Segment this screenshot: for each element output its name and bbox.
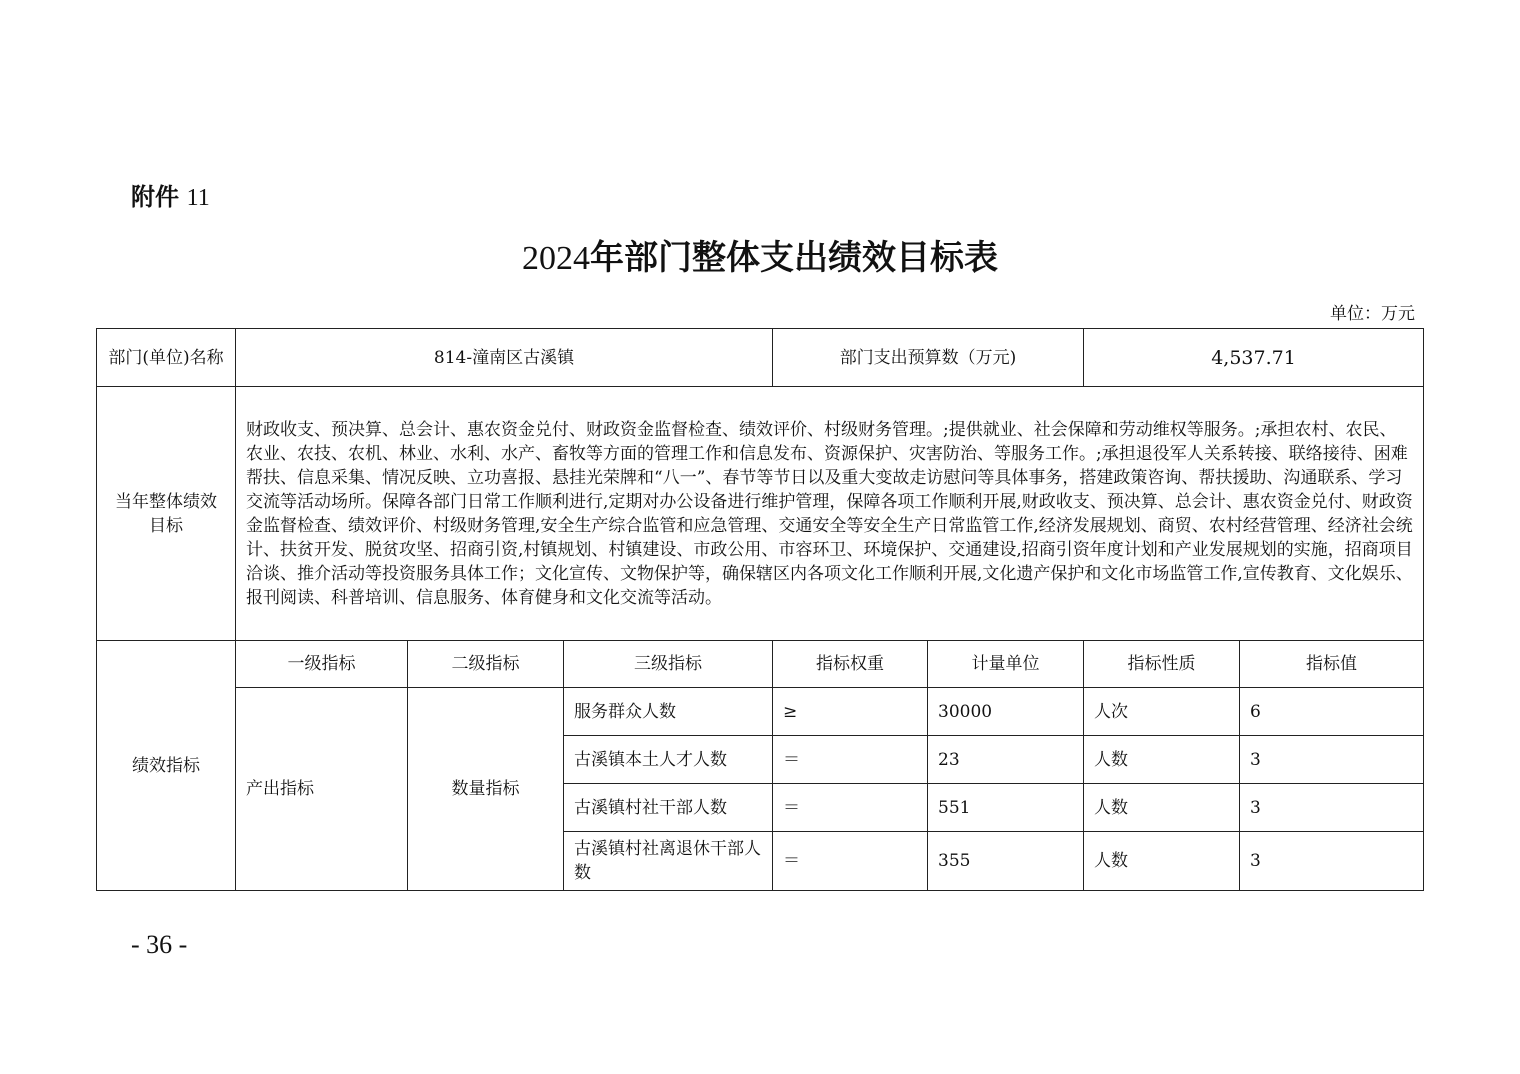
header-level3: 三级指标 (564, 641, 773, 688)
attachment-word: 附件 (131, 183, 179, 211)
attachment-label (131, 180, 210, 215)
header-level1: 一级指标 (236, 641, 408, 688)
page-title (0, 234, 1520, 283)
row-name: 服务群众人数 (564, 688, 773, 736)
dept-row (97, 329, 1424, 387)
row-unit: 30000 (928, 688, 1084, 736)
row-name: 古溪镇村社干部人数 (564, 784, 773, 832)
performance-table (96, 328, 1424, 891)
dept-label: 部门(单位)名称 (97, 329, 236, 387)
row-nature: 人次 (1084, 688, 1240, 736)
goal-row (97, 387, 1424, 641)
row-weight: ＝ (773, 784, 928, 832)
row-unit: 23 (928, 736, 1084, 784)
level1-value: 产出指标 (236, 688, 408, 891)
row-unit: 355 (928, 832, 1084, 891)
budget-value: 4,537.71 (1084, 329, 1424, 387)
header-level2: 二级指标 (408, 641, 564, 688)
row-weight: ≥ (773, 688, 928, 736)
dept-name: 814-潼南区古溪镇 (236, 329, 773, 387)
header-unit: 计量单位 (928, 641, 1084, 688)
row-name: 古溪镇村社离退休干部人数 (564, 832, 773, 891)
row-name: 古溪镇本土人才人数 (564, 736, 773, 784)
row-nature: 人数 (1084, 832, 1240, 891)
row-weight: ＝ (773, 832, 928, 891)
row-weight: ＝ (773, 736, 928, 784)
row-nature: 人数 (1084, 784, 1240, 832)
row-unit: 551 (928, 784, 1084, 832)
row-nature: 人数 (1084, 736, 1240, 784)
goal-text: 财政收支、预决算、总会计、惠农资金兑付、财政资金监督检查、绩效评价、村级财务管理。;提供就业、社会保障和劳动维权等服务。;承担农村、农民、农业、农技、农机、林业、水利、水产、畜牧等方面的管理工作和信息发布、资源保护、灾害防治、等服务工作。;承担退役军人关系转接、联络接待、困难帮扶、信息采集、情况反映、立功喜报、悬挂光荣牌和“八一”、春节等节日以及重大变故走访慰问等具体事务，搭建政策咨询、帮扶援助、沟通联系、学习交流等活动场所。保障各部门日常工作顺利进行,定期对办公设备进行维护管理，保障各项工作顺利开展,财政收支、预决算、总会计、惠农资金兑付、财政资金监督检查、绩效评价、村级财务管理,安全生产综合监管和应急管理、交通安全等安全生产日常监管工作,经济发展规划、商贸、农村经营管理、经济社会统计、扶贫开发、脱贫攻坚、招商引资,村镇规划、村镇建设、市政公用、市容环卫、环境保护、交通建设,招商引资年度计划和产业发展规划的实施，招商项目洽谈、推介活动等投资服务具体工作；文化宣传、文物保护等，确保辖区内各项文化工作顺利开展,文化遗产保护和文化市场监管工作,宣传教育、文化娱乐、报刊阅读、科普培训、信息服务、体育健身和文化交流等活动。 (236, 387, 1424, 641)
budget-label: 部门支出预算数（万元) (773, 329, 1084, 387)
header-value: 指标值 (1240, 641, 1424, 688)
goal-label: 当年整体绩效目标 (97, 387, 236, 641)
title-year: 2024 (522, 240, 590, 277)
table-row (97, 688, 1424, 736)
indicator-label: 绩效指标 (97, 641, 236, 891)
unit-note: 单位：万元 (1330, 304, 1415, 324)
header-weight: 指标权重 (773, 641, 928, 688)
row-value: 3 (1240, 784, 1424, 832)
title-text: 年部门整体支出绩效目标表 (590, 238, 998, 278)
header-nature: 指标性质 (1084, 641, 1240, 688)
row-value: 3 (1240, 832, 1424, 891)
page-number: - 36 - (131, 930, 188, 959)
attachment-number: 11 (186, 185, 210, 211)
indicator-header-row (97, 641, 1424, 688)
level2-value: 数量指标 (408, 688, 564, 891)
row-value: 6 (1240, 688, 1424, 736)
row-value: 3 (1240, 736, 1424, 784)
